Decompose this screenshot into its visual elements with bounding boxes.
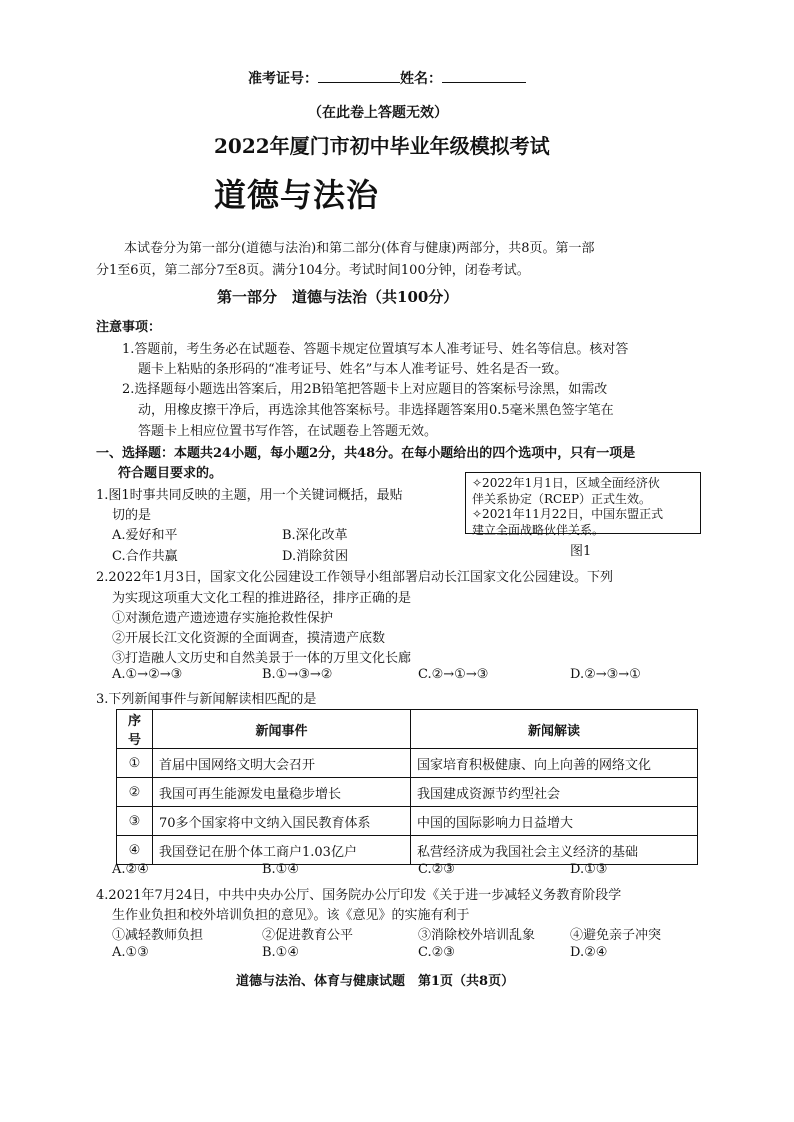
q1-option-c[interactable]: C.合作共赢 (112, 549, 178, 564)
q1-stem-line-2: 切的是 (112, 508, 152, 523)
q1-option-b[interactable]: B.深化改革 (282, 528, 348, 543)
notice-item-1-line-2: 题卡上粘贴的条形码的“准考证号、姓名”与本人准考证号、姓名是否一致。 (138, 362, 568, 377)
q4-stem-line-2: 生作业负担和校外培训负担的意见》。该《意见》的实施有利于 (112, 908, 470, 923)
part-title: 第一部分 道德与法治（共100分） (217, 288, 459, 306)
name-field[interactable] (442, 68, 526, 83)
notice-item-2-line-1: 2.选择题每小题选出答案后，用2B铅笔把答题卡上对应题目的答案标号涂黑，如需改 (122, 382, 608, 397)
q4-statement-4: ④避免亲子冲突 (570, 928, 662, 943)
q4-statement-2: ②促进教育公平 (262, 928, 354, 943)
q2-statement-1: ①对濒危遗产遗迹遗存实施抢救性保护 (112, 611, 334, 626)
table-row (117, 749, 698, 778)
exam-id-field[interactable] (318, 68, 400, 83)
row-index: ④ (117, 836, 153, 865)
q2-statement-2: ②开展长江文化资源的全面调查，摸清遗产底数 (112, 631, 386, 646)
q2-option-b[interactable]: B.①→③→② (262, 667, 333, 682)
q3-option-b[interactable]: B.①④ (262, 862, 299, 877)
figure-1-caption: 图1 (570, 544, 592, 559)
q3-option-a[interactable]: A.②④ (112, 862, 149, 877)
table-row (117, 807, 698, 836)
row-event: 首届中国网络文明大会召开 (153, 749, 411, 778)
figure-1-box (465, 472, 701, 537)
notice-item-2-line-2: 动，用橡皮擦干净后，再选涂其他答案标号。非选择题答案用0.5毫米黑色签字笔在 (138, 403, 614, 418)
row-index: ② (117, 778, 153, 807)
row-interpretation: 我国建成资源节约型社会 (411, 778, 698, 807)
q3-option-d[interactable]: D.①③ (570, 862, 608, 877)
table-row (117, 836, 698, 865)
section-1-line-1: 一、选择题：本题共24小题，每小题2分，共48分。在每小题给出的四个选项中，只有一项是 (96, 446, 636, 461)
exam-title: 2022年厦门市初中毕业年级模拟考试 (214, 134, 550, 158)
subject-title: 道德与法治 (214, 176, 380, 214)
row-index: ③ (117, 807, 153, 836)
q4-option-d[interactable]: D.②④ (570, 945, 608, 960)
row-interpretation: 国家培育积极健康、向上向善的网络文化 (411, 749, 698, 778)
section-1-line-2: 符合题目要求的。 (118, 466, 223, 481)
header-interpretation: 新闻解读 (411, 710, 698, 749)
row-event: 我国可再生能源发电量稳步增长 (153, 778, 411, 807)
figure-1-line-2: 伴关系协定（RCEP）正式生效。 (472, 491, 652, 506)
figure-1-line-1: ✧2022年1月1日，区域全面经济伙 (472, 476, 660, 490)
exam-id-label: 准考证号： (248, 71, 318, 87)
q4-option-a[interactable]: A.①③ (112, 945, 149, 960)
candidate-info-line (248, 68, 526, 88)
header-index: 序号 (117, 710, 153, 749)
q4-statement-3: ③消除校外培训乱象 (418, 928, 536, 943)
name-label: 姓名： (400, 71, 442, 87)
figure-1-line-3: ✧2021年11月22日，中国东盟正式 (472, 507, 664, 521)
q2-option-a[interactable]: A.①→②→③ (112, 667, 183, 682)
q1-option-d[interactable]: D.消除贫困 (282, 549, 349, 564)
intro-line-2: 分1至6页，第二部分7至8页。满分104分。考试时间100分钟，闭卷考试。 (96, 263, 530, 278)
q4-statement-1: ①减轻教师负担 (112, 928, 204, 943)
figure-1-line-4: 建立全面战略伙伴关系。 (472, 522, 605, 537)
table-header-row (117, 710, 698, 749)
intro-line-1: 本试卷分为第一部分(道德与法治)和第二部分(体育与健康)两部分，共8页。第一部 (124, 241, 595, 256)
q2-stem-line-2: 为实现这项重大文化工程的推进路径，排序正确的是 (112, 591, 412, 606)
q1-stem-line-1: 1.图1时事共同反映的主题，用一个关键词概括，最贴 (96, 488, 403, 503)
row-event: 我国登记在册个体工商户1.03亿户 (153, 836, 411, 865)
q2-option-d[interactable]: D.②→③→① (570, 667, 641, 682)
row-index: ① (117, 749, 153, 778)
q4-stem-line-1: 4.2021年7月24日，中共中央办公厅、国务院办公厅印发《关于进一步减轻义务教育阶段学 (96, 888, 622, 903)
q3-stem: 3.下列新闻事件与新闻解读相匹配的是 (96, 692, 317, 707)
q1-option-a[interactable]: A.爱好和平 (112, 528, 178, 543)
news-table (116, 709, 698, 865)
q2-option-c[interactable]: C.②→①→③ (418, 667, 489, 682)
header-event: 新闻事件 (153, 710, 411, 749)
notice-title: 注意事项： (96, 320, 162, 335)
q2-stem-line-1: 2.2022年1月3日，国家文化公园建设工作领导小组部署启动长江国家文化公园建设。下列 (96, 570, 614, 585)
notice-item-1-line-1: 1.答题前，考生务必在试题卷、答题卡规定位置填写本人准考证号、姓名等信息。核对答 (122, 342, 629, 357)
q4-option-b[interactable]: B.①④ (262, 945, 299, 960)
row-interpretation: 中国的国际影响力日益增大 (411, 807, 698, 836)
q4-option-c[interactable]: C.②③ (418, 945, 455, 960)
page-footer: 道德与法治、体育与健康试题 第1页（共8页） (236, 974, 515, 989)
row-interpretation: 私营经济成为我国社会主义经济的基础 (411, 836, 698, 865)
q2-statement-3: ③打造融人文历史和自然美景于一体的万里文化长廊 (112, 651, 412, 666)
row-event: 70多个国家将中文纳入国民教育体系 (153, 807, 411, 836)
answer-invalid-note: （在此卷上答题无效） (308, 105, 448, 121)
q3-option-c[interactable]: C.②③ (418, 862, 455, 877)
notice-item-2-line-3: 答题卡上相应位置书写作答，在试题卷上答题无效。 (138, 424, 438, 439)
table-row (117, 778, 698, 807)
